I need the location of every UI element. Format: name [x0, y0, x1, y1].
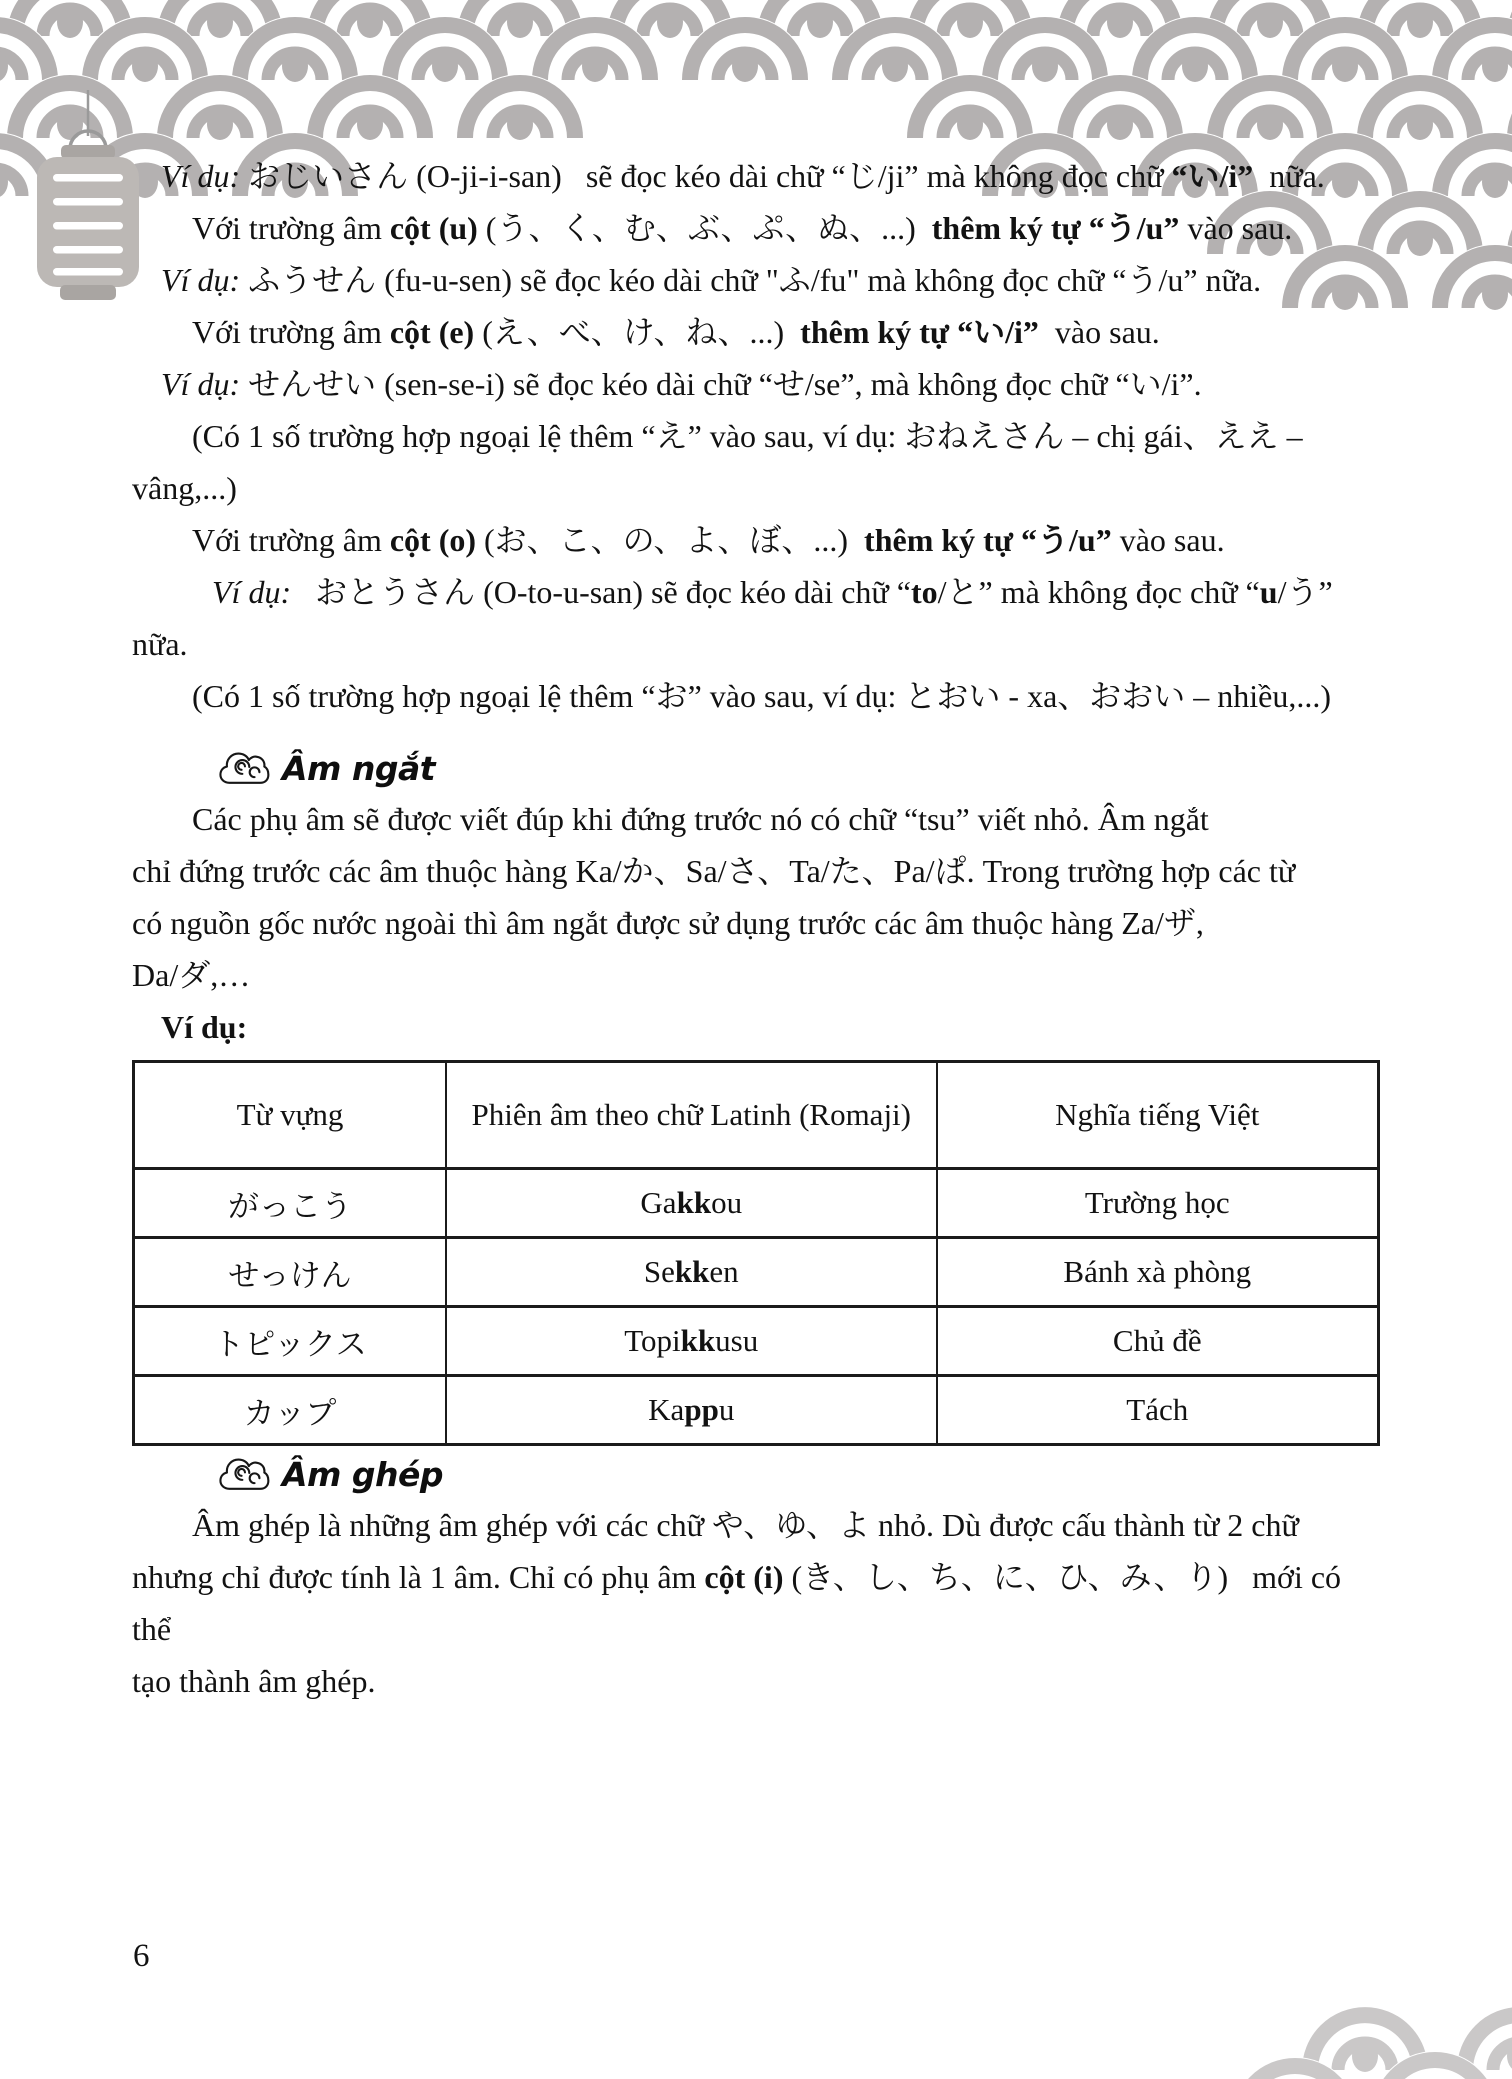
text-run: vào sau.	[1111, 522, 1225, 558]
text-run: Các phụ âm sẽ được viết đúp khi đứng trước nó có chữ “tsu” viết nhỏ. Âm ngắt	[192, 801, 1209, 837]
paragraph	[132, 254, 1380, 306]
text-run: Ví dụ:	[161, 366, 249, 402]
text-run: Ví dụ:	[161, 158, 249, 194]
table-row	[134, 1238, 1379, 1307]
text-run: vào sau.	[1038, 314, 1160, 350]
wave-scallop	[1352, 2040, 1378, 2072]
text-run: thêm ký tự “い/i”	[800, 314, 1039, 350]
text-run: u	[718, 1392, 735, 1427]
paragraph	[132, 670, 1380, 722]
paragraph	[132, 306, 1380, 358]
text-run: (お、こ、の、よ、ぼ、...)	[476, 522, 865, 558]
table-cell	[937, 1307, 1379, 1376]
text-run: cột (u)	[389, 210, 478, 246]
table-cell	[446, 1307, 937, 1376]
text-run: せっけん	[228, 1257, 352, 1293]
text-run: usu	[715, 1323, 759, 1358]
table-cell	[937, 1376, 1379, 1445]
text-run: ou	[711, 1185, 743, 1220]
paragraph	[132, 1499, 1380, 1707]
text-run: nữa.	[132, 626, 188, 662]
text-run: がっこう	[227, 1188, 352, 1224]
text-run: Tách	[1126, 1392, 1189, 1427]
text-run: /う”	[1277, 574, 1333, 610]
section-heading-label: Âm ngắt	[282, 749, 436, 788]
text-run: (え、べ、け、ね、...)	[474, 314, 801, 350]
text-run: Topi	[624, 1323, 681, 1358]
text-run: Trường học	[1084, 1185, 1230, 1220]
text-run: kk	[674, 1254, 710, 1289]
text-run: Ví dụ:	[212, 574, 292, 610]
seigaiha-pattern-corner	[0, 1859, 1512, 2079]
text-run: ふうせん (fu-u-sen) sẽ đọc kéo dài chữ "ふ/fu" mà không đọc chữ “う/u” nữa.	[248, 262, 1262, 298]
table-cell	[134, 1307, 446, 1376]
table-cell	[937, 1169, 1379, 1238]
table-header-cell: Phiên âm theo chữ Latinh (Romaji)	[446, 1062, 937, 1169]
paragraph	[132, 202, 1380, 254]
text-run: /と” mà không đọc chữ “	[937, 574, 1260, 610]
cloud-icon	[218, 1455, 270, 1495]
table-row	[134, 1376, 1379, 1445]
text-run: en	[709, 1254, 739, 1289]
text-run: (Có 1 số trường hợp ngoại lệ thêm “お” vào sau, ví dụ: とおい - xa、おおい – nhiều,...)	[192, 678, 1332, 714]
table-cell	[134, 1169, 446, 1238]
text-run: vào sau.	[1179, 210, 1293, 246]
text-run: Với trường âm	[192, 210, 390, 246]
text-run: pp	[684, 1392, 719, 1427]
text-run: Ví dụ:	[161, 1009, 248, 1045]
paragraph	[132, 793, 1380, 1001]
text-run: cột (e)	[389, 314, 475, 350]
text-run: せんせい (sen-se-i) sẽ đọc kéo dài chữ “せ/se”, mà không đọc chữ “い/i”.	[248, 366, 1202, 402]
text-run: u	[1259, 574, 1278, 610]
section-heading	[132, 745, 1380, 793]
text-run: Ví dụ:	[161, 262, 249, 298]
text-run: (う、く、む、ぶ、ぷ、ぬ、...)	[477, 210, 932, 246]
paragraph	[132, 358, 1380, 410]
text-run: “い/i”	[1171, 158, 1254, 194]
table-header-cell: Nghĩa tiếng Việt	[937, 1062, 1379, 1169]
section-heading-label: Âm ghép	[282, 1455, 444, 1494]
table-cell	[134, 1238, 446, 1307]
table-cell	[446, 1238, 937, 1307]
text-run: to	[910, 574, 938, 610]
text-run: (Có 1 số trường hợp ngoại lệ thêm “え” vào sau, ví dụ: おねえさん – chị gái、ええ –	[192, 418, 1303, 454]
text-run: カップ	[243, 1395, 337, 1431]
text-run: kk	[680, 1323, 716, 1358]
text-run: nữa.	[1253, 158, 1325, 194]
text-run: おじいさん (O-ji-i-san) sẽ đọc kéo dài chữ “じ/ji” mà không đọc chữ	[248, 158, 1172, 194]
text-run: Ga	[640, 1185, 677, 1220]
paragraph	[132, 566, 1380, 670]
text-run: thêm ký tự “う/u”	[864, 522, 1112, 558]
text-run: Da/ダ,…	[132, 957, 251, 993]
text-run: (き、し、ち、に、ひ、み、り) mới có thể	[132, 1559, 1342, 1647]
example-table	[132, 1060, 1380, 1446]
text-run: Ka	[648, 1392, 685, 1427]
page-number: 6	[133, 1938, 150, 1974]
paragraph	[132, 410, 1380, 514]
table-row	[134, 1307, 1379, 1376]
paragraph	[132, 514, 1380, 566]
table-header-row	[134, 1062, 1379, 1169]
table-cell	[134, 1376, 446, 1445]
text-run: トピックス	[213, 1326, 367, 1362]
table-row	[134, 1169, 1379, 1238]
text-run: Chủ đề	[1112, 1323, 1202, 1358]
text-run: kk	[676, 1185, 712, 1220]
table-cell	[937, 1238, 1379, 1307]
paragraph	[132, 150, 1380, 202]
text-run: thêm ký tự “う/u”	[931, 210, 1180, 246]
text-run: Se	[643, 1254, 675, 1289]
section-heading	[132, 1451, 1380, 1499]
text-run: chỉ đứng trước các âm thuộc hàng Ka/か、Sa/さ、Ta/た、Pa/ぱ. Trong trường hợp các từ	[132, 853, 1296, 889]
text-run: tạo thành âm ghép.	[132, 1663, 376, 1699]
text-run: Bánh xà phòng	[1063, 1254, 1252, 1289]
table-header-cell: Từ vựng	[134, 1062, 446, 1169]
table-cell	[446, 1376, 937, 1445]
text-run: có nguồn gốc nước ngoài thì âm ngắt được sử dụng trước các âm thuộc hàng Za/ザ,	[132, 905, 1204, 941]
text-run: おとうさん (O-to-u-san) sẽ đọc kéo dài chữ “	[291, 574, 911, 610]
text-run: cột (i)	[704, 1559, 784, 1595]
text-run: Với trường âm	[192, 314, 390, 350]
cloud-icon	[218, 749, 270, 789]
text-run: nhưng chỉ được tính là 1 âm. Chỉ có phụ âm	[132, 1559, 705, 1595]
text-run: vâng,...)	[132, 470, 237, 506]
text-run: cột (o)	[389, 522, 476, 558]
paragraph	[132, 1001, 1380, 1053]
table-cell	[446, 1169, 937, 1238]
text-run: Âm ghép là những âm ghép với các chữ や、ゆ、よ nhỏ. Dù được cấu thành từ 2 chữ	[192, 1507, 1299, 1543]
text-run: Với trường âm	[192, 522, 390, 558]
